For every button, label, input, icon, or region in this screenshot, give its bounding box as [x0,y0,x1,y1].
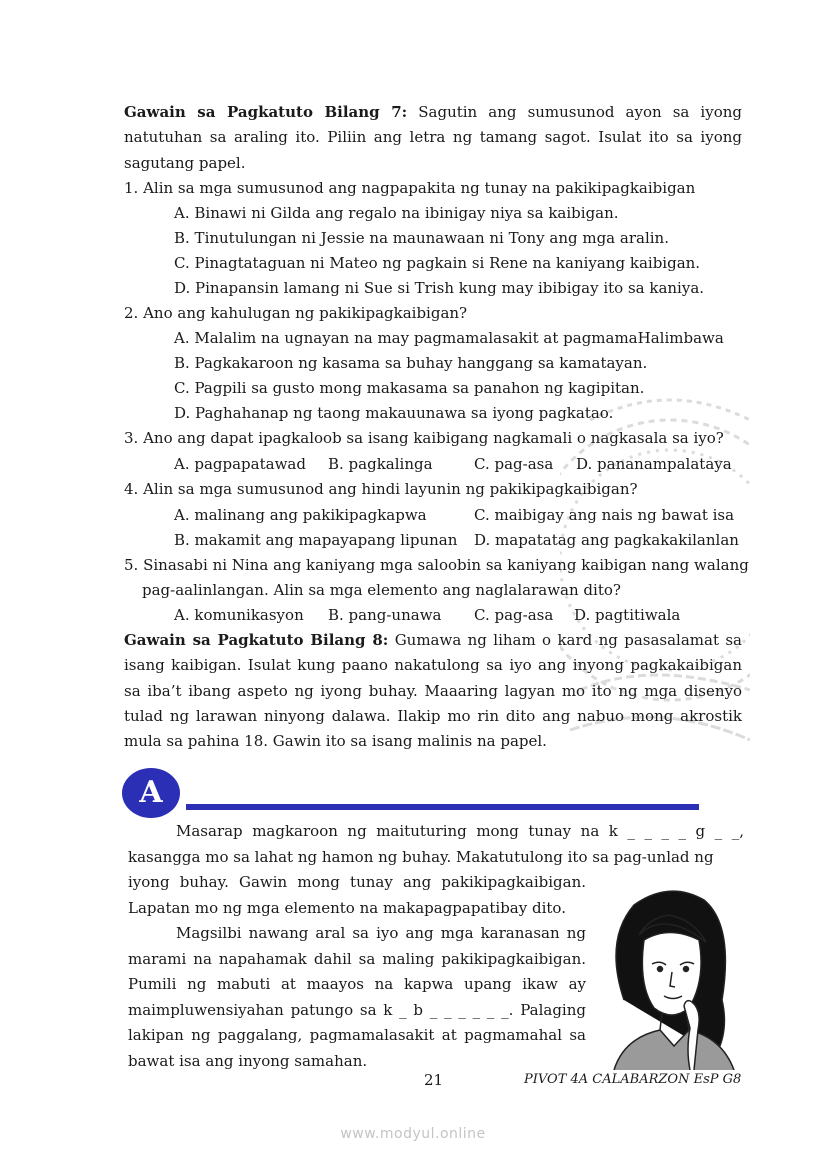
question-1: 1. Alin sa mga sumusunod ang nagpapakita ng tunay na pakikipagkaibigan [124,179,696,197]
question-2: 2. Ano ang kahulugan ng pakikipagkaibigan? [124,304,468,322]
q5-option-b: B. pang-unawa [328,606,442,624]
activity-7-text: Sagutin ang sumusunod ayon sa iyong natutuhan sa araling ito. Piliin ang letra ng tamang sagot. Isulat ito sa iyong sagutang papel. [124,103,742,172]
q1-option-a: A. Binawi ni Gilda ang regalo na ibinigay niya sa kaibigan. [174,204,619,222]
q2-option-d: D. Paghahanap ng taong makauunawa sa iyong pagkatao. [174,404,614,422]
q1-option-d: D. Pinapansin lamang ni Sue si Trish kung may ibibigay ito sa kaniya. [174,279,705,297]
website-watermark: www.modyul.online [340,1126,486,1142]
series-label: PIVOT 4A CALABARZON EsP G8 [524,1072,742,1087]
question-4: 4. Alin sa mga sumusunod ang hindi layunin ng pakikipagkaibigan? [124,480,638,498]
section-a-badge: A [122,768,180,818]
q3-option-b: B. pagkalinga [328,455,433,473]
question-5-line-1: 5. Sinasabi ni Nina ang kaniyang mga saloobin sa kaniyang kaibigan nang walang [124,556,749,574]
q5-option-d: D. pagtitiwala [574,606,681,624]
question-3: 3. Ano ang dapat ipagkaloob sa isang kaibigang nagkamali o nagkasala sa iyo? [124,429,724,447]
q1-option-c: C. Pinagtataguan ni Mateo ng pagkain si Rene na kaniyang kaibigan. [174,254,701,272]
q2-option-a: A. Malalim na ugnayan na may pagmamalasakit at pagmamaHalimbawa [174,329,724,347]
q4-option-d: D. mapatatag ang pagkakakilanlan [474,531,739,549]
q4-option-c: C. maibigay ang nais ng bawat isa [474,506,735,524]
q4-option-a: A. malinang ang pakikipagkapwa [174,506,427,524]
activity-8-title: Gawain sa Pagkatuto Bilang 8: [124,631,389,649]
assessment-paragraph-2: Magsilbi nawang aral sa iyo ang mga karanasan ng marami na napahamak dahil sa maling pakikipagkaibigan. Pumili ng mabuti at maayos na kapwa upang ikaw ay maimpluwensiyahan patungo sa k _ b _ _ _ _ _ _. Palaging lakipan ng paggalang, pagmamalasakit at pagmamahal sa bawat isa ang inyong samahan. [128,924,586,1070]
activity-8-instructions [124,628,742,754]
q2-option-b: B. Pagkakaroon ng kasama sa buhay hanggang sa kamatayan. [174,354,648,372]
activity-8-text: Gumawa ng liham o kard ng pasasalamat sa isang kaibigan. Isulat kung paano nakatulong sa iyo ang inyong pagkakaibigan sa iba’t ibang aspeto ng iyong buhay. Maaaring lagyan mo ito ng mga disenyo tulad ng larawan ninyong dalawa. Ilakip mo rin dito ang nabuo mong akrostik mula sa pahina 18. Gawin ito sa isang malinis na papel. [124,631,742,751]
section-divider-bar [186,804,699,810]
q5-option-c: C. pag-asa [474,606,554,624]
q2-option-c: C. Pagpili sa gusto mong makasama sa panahon ng kagipitan. [174,379,645,397]
q3-option-d: D. pananampalataya [576,455,732,473]
page-number: 21 [424,1071,444,1089]
q4-option-b: B. makamit ang mapayapang lipunan [174,531,458,549]
activity-7-instructions [124,100,742,176]
question-5-line-2: pag-aalinlangan. Alin sa mga elemento ang naglalarawan dito? [142,581,621,599]
activity-7-title: Gawain sa Pagkatuto Bilang 7: [124,103,408,121]
assessment-paragraph-1a: Masarap magkaroon ng maituturing mong tunay na k _ _ _ _ g _ _, kasangga mo sa lahat ng hamon ng buhay. Makatutulong ito sa pag-unlad ng [128,822,744,866]
q5-option-a: A. komunikasyon [174,606,304,624]
q3-option-c: C. pag-asa [474,455,554,473]
q3-option-a: A. pagpapatawad [174,455,306,473]
assessment-paragraph-1b: iyong buhay. Gawin mong tunay ang pakikipagkaibigan. Lapatan mo ng mga elemento na makapagpapatibay dito. [128,873,586,917]
thinking-girl-illustration [594,880,744,1070]
q1-option-b: B. Tinutulungan ni Jessie na maunawaan ni Tony ang mga aralin. [174,229,669,247]
